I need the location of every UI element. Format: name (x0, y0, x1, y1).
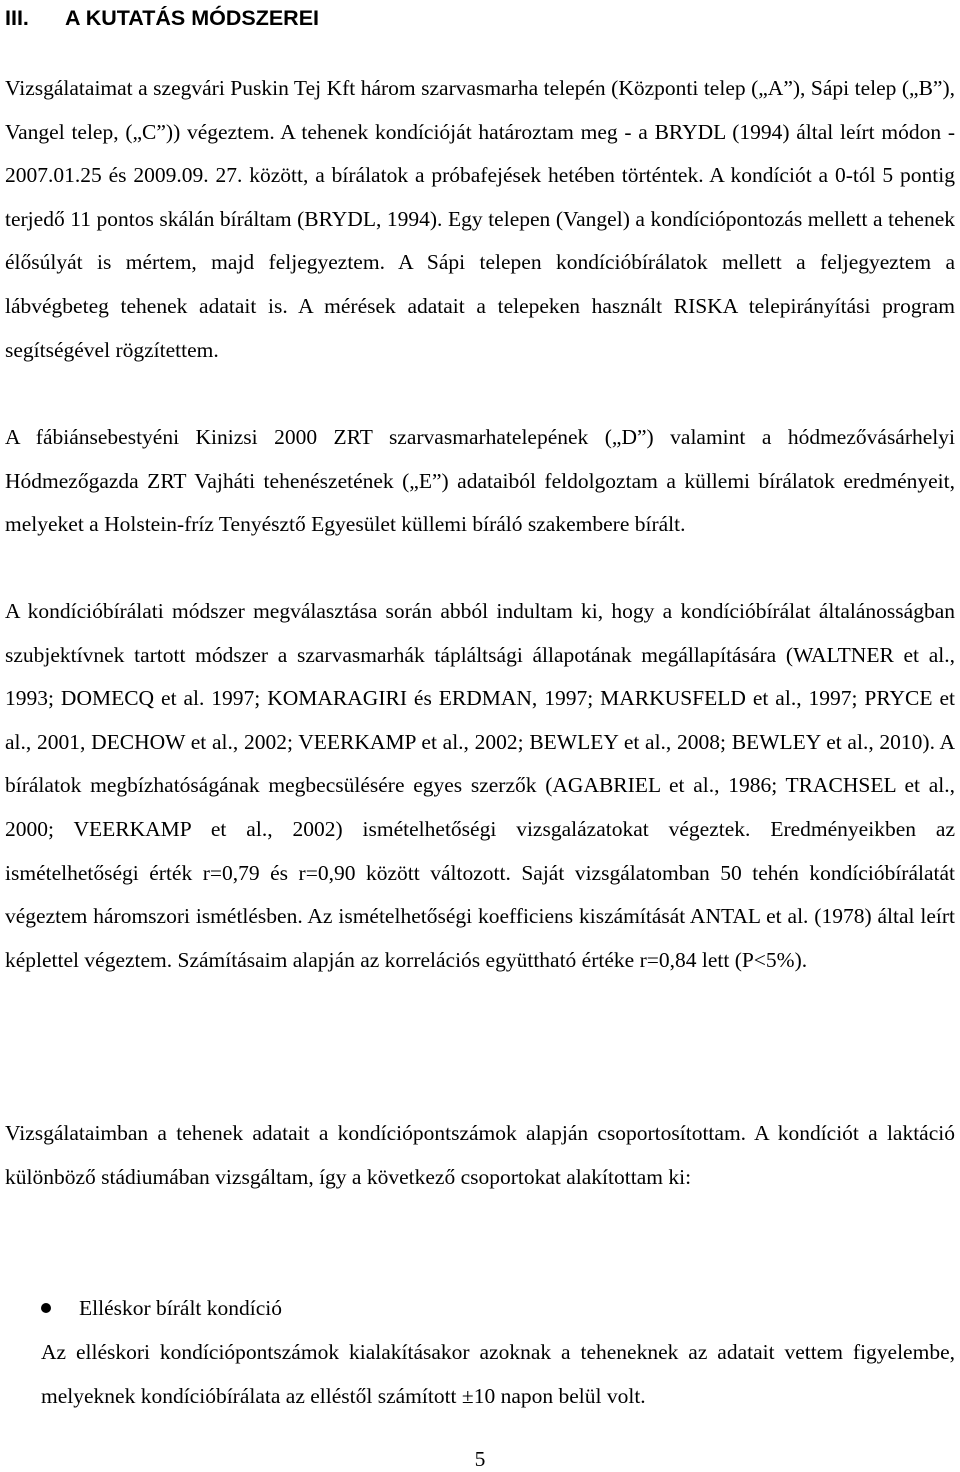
section-number: III. (5, 6, 29, 30)
paragraph-study-sites: Vizsgálataimat a szegvári Puskin Tej Kft három szarvasmarha telepén (Központi telep („A”), Sápi telep („B”), Vangel telep, („C”)) végeztem. A tehenek kondícióját határoztam meg - a BRYDL (1994) által leírt módon - 2007.01.25 és 2009.09. 27. között, a bírálatok a próbafejések hetében történtek. A kondíciót a 0-tól 5 pontig terjedő 11 pontos skálán bíráltam (BRYDL, 1994). Egy telepen (Vangel) a kondíciópontozás mellett a tehenek élősúlyát is mértem, majd feljegyeztem. A Sápi telepen kondícióbírálatok mellett a feljegyeztem a lábvégbeteg tehenek adatait is. A mérések adatait a telepeken használt RISKA telepirányítási program segítségével rögzítettem. (5, 76, 955, 362)
paragraph-method-reliability: A kondícióbírálati módszer megválasztása során abból indultam ki, hogy a kondícióbírálat általánosságban szubjektívnek tartott módszer a szarvasmarhák tápláltsági állapotának megállapítására (WALTNER et al., 1993; DOMECQ et al. 1997; KOMARAGIRI és ERDMAN, 1997; MARKUSFELD et al., 1997; PRYCE et al., 2001, DECHOW et al., 2002; VEERKAMP et al., 2002; BEWLEY et al., 2008; BEWLEY et al., 2010). A bírálatok megbízhatóságának megbecsülésére egyes szerzők (AGABRIEL et al., 1986; TRACHSEL et al., 2000; VEERKAMP et al., 2002) ismételhetőségi vizsgalázatokat végeztek. Eredményeikben az ismételhetőségi érték r=0,79 és r=0,90 között változott. Saját vizsgálatomban 50 tehén kondícióbírálatát végeztem háromszori ismétlésben. Az ismételhetőségi koefficiens kiszámítását ANTAL et al. (1978) által leírt képlettel végeztem. Számításaim alapján az korrelációs együttható értéke r=0,84 lett (P<5%). (5, 599, 955, 972)
bullet-item (0, 1287, 960, 1331)
bullet-label: Elléskor bírált kondíció (79, 1296, 283, 1320)
paragraph-conformation-data: A fábiánsebestyéni Kinizsi 2000 ZRT szarvasmarhatelepének („D”) valamint a hódmezővásárhelyi Hódmezőgazda ZRT Vajháti tehenészetének („E”) adataiból feldolgoztam a küllemi bírálatok eredményeit, melyeket a Holstein-fríz Tenyésztő Egyesület küllemi bíráló szakembere bírált. (5, 425, 955, 537)
page-number: 5 (474, 1447, 486, 1471)
section-title: A KUTATÁS MÓDSZEREI (65, 6, 320, 30)
paragraph-grouping: Vizsgálataimban a tehenek adatait a kondíciópontszámok alapján csoportosítottam. A kondíciót a laktáció különböző stádiumában vizsgáltam, így a következő csoportokat alakítottam ki: (5, 1121, 955, 1189)
bullet-icon (41, 1303, 51, 1313)
section-heading (5, 4, 319, 32)
paragraph-calving-condition: Az elléskori kondíciópontszámok kialakításakor azoknak a teheneknek az adatait vettem figyelembe, melyeknek kondícióbírálata az elléstől számított ±10 napon belül volt. (41, 1340, 955, 1408)
